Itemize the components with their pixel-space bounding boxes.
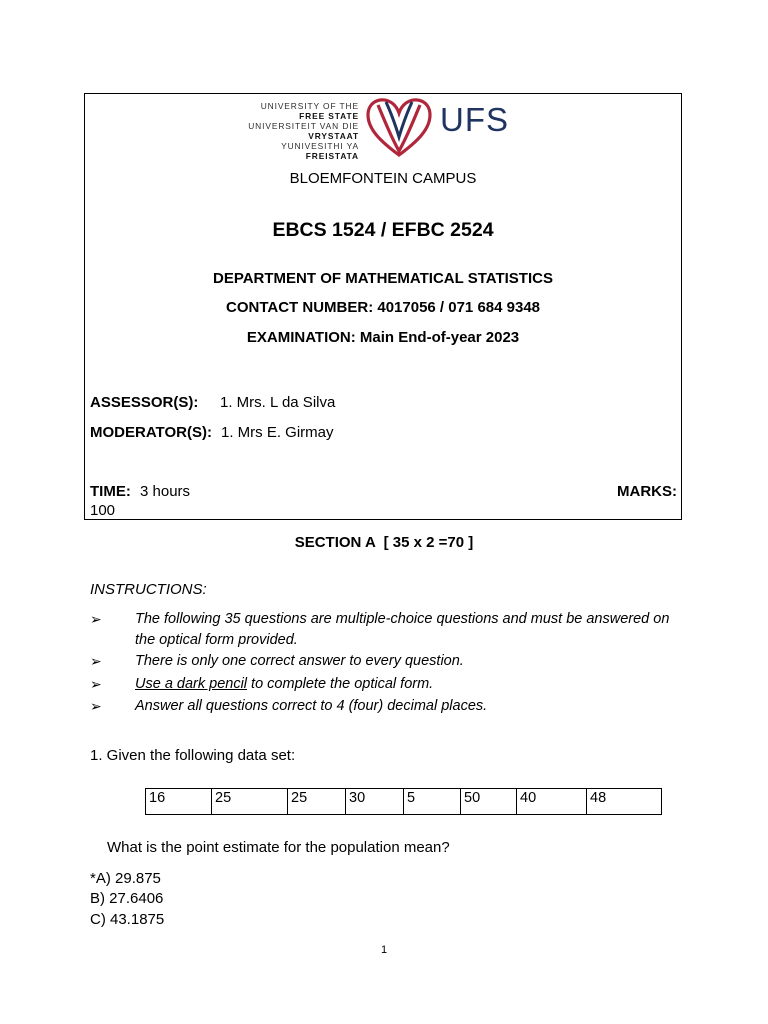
question-prompt: What is the point estimate for the population mean? — [107, 839, 450, 856]
pencil-rest: to complete the optical form. — [247, 676, 434, 692]
examination-title: EXAMINATION: Main End-of-year 2023 — [246, 329, 520, 346]
assessor-value: 1. Mrs. L da Silva — [220, 394, 336, 411]
page-number: 1 — [380, 944, 388, 956]
bullet-arrow-icon: ➢ — [90, 676, 102, 692]
data-cell: 40 — [517, 789, 587, 815]
answer-option: *A) 29.875 — [90, 870, 161, 887]
instruction-item: The following 35 questions are multiple-choice questions and must be answered on the optical form provided. — [135, 611, 670, 648]
moderator-value: 1. Mrs E. Girmay — [221, 424, 334, 441]
pencil-emphasis: Use a dark pencil — [135, 676, 248, 692]
marks-label: MARKS: — [617, 483, 677, 500]
assessor-label: ASSESSOR(S): — [90, 394, 199, 411]
data-cell: 25 — [288, 789, 346, 815]
answer-option: C) 43.1875 — [90, 911, 165, 928]
data-set-table — [145, 788, 662, 815]
data-cell: 50 — [461, 789, 517, 815]
instruction-item — [135, 674, 680, 695]
data-cell: 5 — [404, 789, 461, 815]
instruction-item: Answer all questions correct to 4 (four) decimal places. — [135, 698, 488, 714]
section-title: SECTION A [ 35 x 2 =70 ] — [294, 534, 474, 551]
data-cell: 30 — [346, 789, 404, 815]
moderator-label: MODERATOR(S): — [90, 424, 212, 441]
instruction-item: There is only one correct answer to every question. — [135, 653, 464, 669]
answer-option: B) 27.6406 — [90, 890, 164, 907]
contact-number: CONTACT NUMBER: 4017056 / 071 684 9348 — [225, 299, 541, 316]
question-stem: 1. Given the following data set: — [90, 747, 296, 764]
campus-name: BLOEMFONTEIN CAMPUS — [289, 170, 477, 187]
bullet-arrow-icon: ➢ — [90, 698, 102, 714]
data-cell: 48 — [587, 789, 662, 815]
bullet-arrow-icon: ➢ — [90, 611, 102, 627]
instructions-heading: INSTRUCTIONS: — [90, 581, 207, 598]
ufs-heart-logo-icon — [366, 97, 436, 157]
data-cell: 16 — [146, 789, 212, 815]
table-row — [146, 789, 662, 815]
ufs-wordmark: UFS — [440, 101, 509, 138]
course-code: EBCS 1524 / EFBC 2524 — [272, 219, 494, 241]
marks-value: 100 — [90, 502, 116, 519]
bullet-arrow-icon: ➢ — [90, 653, 102, 669]
time-label: TIME: — [90, 483, 131, 500]
university-name-text: UNIVERSITY OF THE FREE STATE UNIVERSITEIT VAN DIE VRYSTAAT YUNIVESITHI YA FREISTATA — [248, 101, 359, 161]
data-cell: 25 — [212, 789, 288, 815]
time-value: 3 hours — [140, 483, 191, 500]
department-name: DEPARTMENT OF MATHEMATICAL STATISTICS — [213, 270, 553, 287]
